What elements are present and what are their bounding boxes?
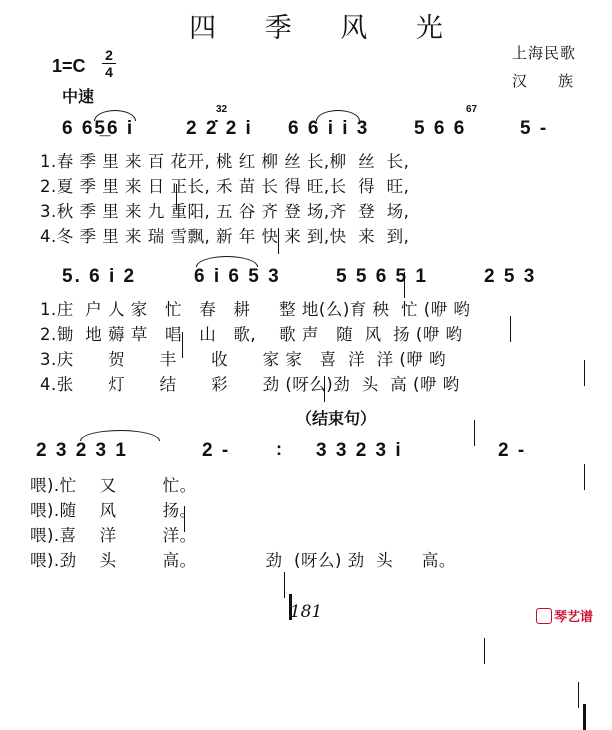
measure-8: 5 5 6 5 1: [336, 266, 428, 287]
notation-row-2: [0, 266, 612, 292]
grace-note: 67: [466, 104, 478, 115]
slur: [94, 110, 136, 121]
song-ethnicity: [512, 70, 604, 91]
measure-9: 2 5 3: [484, 266, 537, 287]
sheet-page: 四 季 风 光 上海民歌 汉 族 1=C 2 4 中速 6 65̲6 i 2 2̇ 2 i 6 6 i i 3 5 6 6 5 - 32 67 1.春 季 里 来 百 花开, 桃 红 柳 丝 长,柳 丝 长, 2.夏 季 里 来 日 正长, 禾 苗 长 得 旺,长 得 旺, 3.秋 季 里 来 九 重阳, 五 谷 齐 登 场,齐 登 场, 4.冬 季 里 来 瑞 雪飘, 新 年 快 来 到,快 来 到, 5. 6 i 2 6 i 6 5 3 5 5 6 5 1 2 5 3 1.庄 户 人 家 忙 春 耕 整 地(么)育 秧 忙 (咿 哟 2.锄 地 薅 草 唱 山 歌, 歌 声 随 风 扬 (咿 哟 3.庆 贺 丰 收 家 家 喜 洋 洋 (咿 哟 4.张 灯 结 彩 劲 (呀么)劲 头 高 (咿 哟 （结束句） 2 3 2 3 1 2 - : 3 3 2 3 i 2 - 喂).忙 又 忙。 喂).随 风 扬。 喂).喜 洋 洋。 喂).劲 头 高。 劲 (呀么) 劲 头 高。 181 琴艺谱: [0, 0, 612, 629]
measure-11: 2 -: [202, 440, 231, 461]
notation-row-1: [0, 118, 612, 144]
measure-2: 2 2̇ 2 i: [186, 118, 253, 139]
measure-7: 6 i 6 5 3: [194, 266, 281, 287]
measure-13: 2 -: [498, 440, 527, 461]
notation-row-3: 2 3 2 3 1 2 - : 3 3 2 3 i 2 -: [0, 440, 612, 466]
song-source: 上海民歌: [512, 44, 577, 62]
meter-bottom: 4: [105, 64, 113, 80]
slur: [316, 110, 360, 121]
tempo-marking: 中速: [62, 87, 95, 106]
measure-6: 5. 6 i 2: [62, 266, 137, 287]
logo-icon: [536, 608, 552, 624]
measure-12: 3 3 2 3 i: [316, 440, 403, 461]
measure-3: 6 6 i i 3: [288, 118, 370, 139]
measure-4: 5 6 6: [414, 118, 467, 139]
slur: [80, 430, 160, 441]
ethnic-char-1: 汉: [512, 72, 528, 90]
meter-top: 2: [105, 47, 113, 63]
site-watermark: 琴艺谱: [536, 606, 593, 625]
song-title: 四 季 风 光: [189, 13, 463, 44]
ending-label: （结束句）: [296, 409, 377, 428]
measure-5: 5 -: [520, 118, 549, 139]
ethnic-char-2: 族: [558, 72, 574, 90]
slur: [196, 256, 258, 267]
key-signature: 1=C: [52, 56, 86, 76]
measure-10: 2 3 2 3 1: [36, 440, 128, 461]
time-signature: [101, 48, 117, 79]
measure-1: 6 65̲6 i: [62, 118, 135, 139]
grace-note: 32: [216, 104, 228, 115]
page-number: 181: [289, 602, 323, 622]
